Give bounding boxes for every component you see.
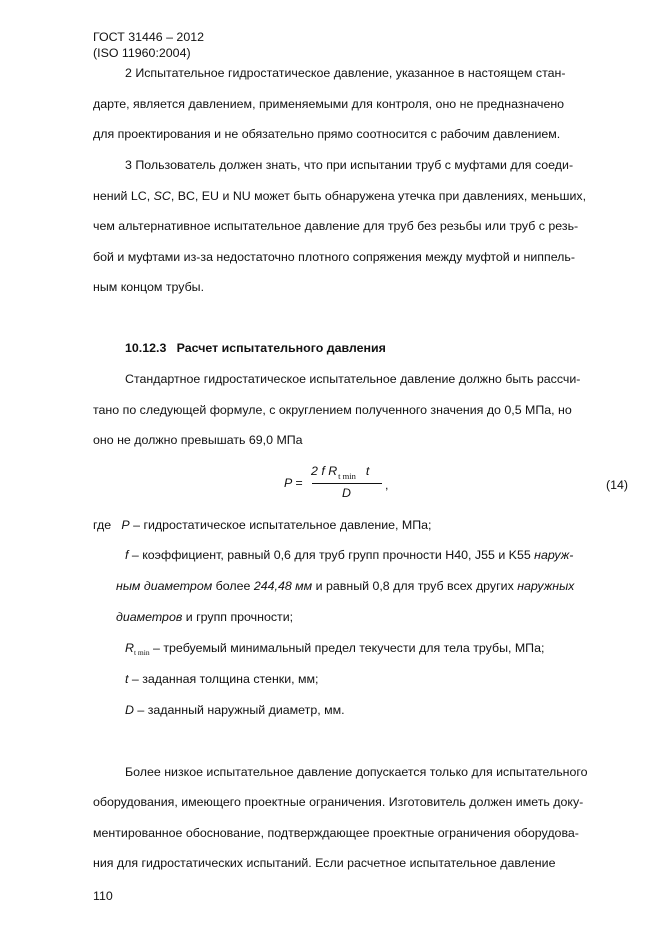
note-3-line-2 xyxy=(93,188,586,204)
note-3-line-5: ным концом трубы. xyxy=(93,280,205,294)
formula-14 xyxy=(284,464,434,506)
document-header xyxy=(93,30,204,61)
legend-D-text: – заданный наружный диаметр, мм. xyxy=(133,703,345,717)
fraction-bar xyxy=(312,483,382,484)
legend-f-italic-5: диаметров xyxy=(116,610,183,624)
legend-where: где xyxy=(93,518,112,532)
legend-f-italic-2: ным диаметром xyxy=(116,579,213,593)
symbol-P: P xyxy=(121,518,130,532)
intro-line-1: Стандартное гидростатическое испытательное давление должно быть рассчи- xyxy=(125,372,581,386)
closing-line-2: оборудования, имеющего проектные ограничения. Изготовитель должен иметь доку- xyxy=(93,795,584,809)
numerator-t: t xyxy=(365,464,370,478)
note-2-line-1: 2 Испытательное гидростатическое давление, указанное в настоящем стан- xyxy=(125,66,566,80)
section-number: 10.12.3 xyxy=(125,341,167,355)
note-3-line-1: 3 Пользователь должен знать, что при испытании труб с муфтами для соеди- xyxy=(125,158,574,172)
legend-t-text: – заданная толщина стенки, мм; xyxy=(128,672,319,686)
symbol-t: t xyxy=(125,672,129,686)
note-2-line-3: для проектирования и не обязательно прямо соотносится с рабочим давлением. xyxy=(93,127,561,141)
intro-line-3: оно не должно превышать 69,0 МПа xyxy=(93,433,303,447)
numerator-2fR: 2 f R xyxy=(311,464,338,478)
legend-f-line-1 xyxy=(125,548,573,562)
formula-denominator: D xyxy=(342,486,351,500)
section-title: Расчет испытательного давления xyxy=(176,341,386,355)
legend-f-line-2 xyxy=(116,579,574,593)
legend-f-line-2-a: более xyxy=(212,579,254,593)
note-3-line-2-b: , BC, EU и NU может быть обнаружена утечка при давлениях, меньших, xyxy=(170,189,587,203)
formula-comma: , xyxy=(385,478,389,492)
symbol-f: f xyxy=(125,548,129,562)
closing-line-3: ментированное обоснование, подтверждающее проектные ограничения оборудова- xyxy=(93,826,579,840)
legend-R-text: – требуемый минимальный предел текучести для тела трубы, МПа; xyxy=(149,641,545,655)
note-3-line-2-a: нений LC, xyxy=(93,189,154,203)
legend-t xyxy=(125,672,319,686)
symbol-R: R xyxy=(125,641,134,655)
legend-f-italic-1: наруж- xyxy=(534,548,574,562)
legend-f-italic-4: наружных xyxy=(517,579,575,593)
intro-line-2: тано по следующей формуле, с округлением полученного значения до 0,5 МПа, но xyxy=(93,403,572,417)
standard-designation: ГОСТ 31446 – 2012 xyxy=(93,30,204,44)
equation-number: (14) xyxy=(606,478,629,492)
legend-R xyxy=(125,641,544,657)
legend-f-text: – коэффициент, равный 0,6 для труб групп прочности H40, J55 и K55 xyxy=(128,548,535,562)
numerator-subscript: t min xyxy=(338,471,356,481)
section-heading xyxy=(125,340,386,356)
formula-lhs: P = xyxy=(284,476,303,490)
legend-f-italic-3: 244,48 мм xyxy=(253,579,313,593)
symbol-D: D xyxy=(125,703,134,717)
closing-line-4: ния для гидростатических испытаний. Если расчетное испытательное давление xyxy=(93,856,556,870)
symbol-R-subscript: t min xyxy=(133,648,150,657)
note-3-line-3: чем альтернативное испытательное давление для труб без резьбы или труб с резь- xyxy=(93,219,579,233)
legend-f-line-3-b: и групп прочности; xyxy=(182,610,294,624)
closing-line-1: Более низкое испытательное давление допускается только для испытательного xyxy=(125,765,588,779)
note-3-line-4: бой и муфтами из-за недостаточно плотного сопряжения между муфтой и ниппель- xyxy=(93,250,575,264)
iso-designation: (ISO 11960:2004) xyxy=(93,45,191,60)
page-number: 110 xyxy=(93,889,113,903)
legend-f-line-3 xyxy=(116,610,293,624)
legend-P-text: – гидростатическое испытательное давление, МПа; xyxy=(129,518,432,532)
note-2-line-2: дарте, является давлением, применяемыми для контроля, оно не предназначено xyxy=(93,97,565,111)
legend-f-line-2-b: и равный 0,8 для труб всех других xyxy=(312,579,518,593)
legend-D xyxy=(125,703,345,717)
legend-P xyxy=(93,518,431,532)
connection-sc: SC xyxy=(153,189,171,203)
formula-numerator xyxy=(311,464,370,481)
